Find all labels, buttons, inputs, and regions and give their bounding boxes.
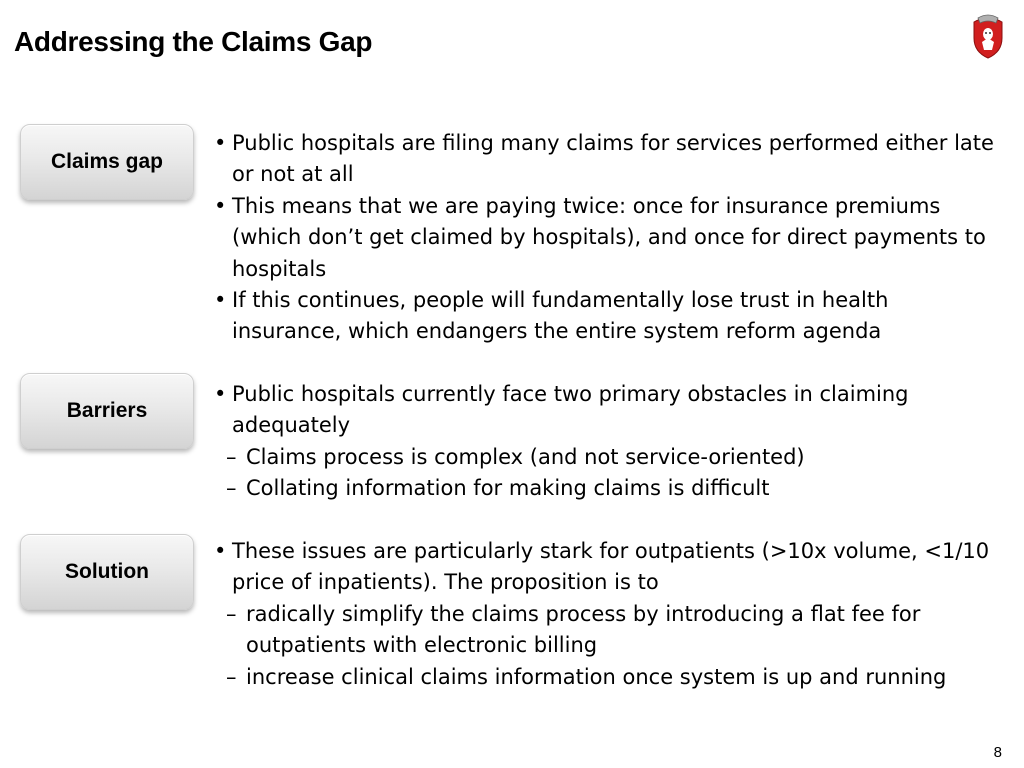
emblem-icon — [968, 12, 1008, 60]
sub-bullet-item: – increase clinical claims information once system is up and running — [214, 662, 1004, 693]
bullet-dot-icon: • — [214, 288, 227, 313]
dash-icon: – — [226, 476, 237, 501]
section-bullets-solution — [214, 536, 1004, 693]
section-bullets-barriers — [214, 379, 1004, 505]
sub-bullet-item: – Collating information for making claims is difficult — [214, 473, 1004, 504]
bullet-dot-icon: • — [214, 539, 227, 563]
bullet-dot-icon: • — [214, 131, 227, 155]
dash-icon: – — [226, 664, 237, 689]
bullet-dot-icon: • — [214, 193, 227, 218]
sub-bullet-item: – radically simplify the claims process by introducing a flat fee for outpatients with electronic billing — [214, 599, 1004, 662]
section-bullets-claims-gap — [214, 128, 1004, 348]
section-label-solution: Solution — [20, 534, 194, 610]
bullet-item: • Public hospitals are filing many claims for services performed either late or not at all — [214, 128, 1004, 191]
dash-icon: – — [226, 444, 237, 469]
bullet-dot-icon: • — [214, 382, 227, 406]
bullet-item: • Public hospitals currently face two primary obstacles in claiming adequately — [214, 379, 1004, 442]
bullet-item: • This means that we are paying twice: once for insurance premiums (which don’t get claimed by hospitals), and once for direct payments to hospitals — [214, 191, 1004, 285]
page-title: Addressing the Claims Gap — [14, 26, 373, 57]
bullet-item: • These issues are particularly stark for outpatients (>10x volume, <1/10 price of inpatients). The proposition is to — [214, 536, 1004, 599]
dash-icon: – — [226, 601, 237, 626]
bullet-item: • If this continues, people will fundamentally lose trust in health insurance, which endangers the entire system reform agenda — [214, 285, 1004, 348]
section-label-claims-gap: Claims gap — [20, 124, 194, 200]
section-label-barriers: Barriers — [20, 373, 194, 449]
sub-bullet-item: – Claims process is complex (and not service-oriented) — [214, 442, 1004, 473]
page-number: 8 — [993, 744, 1002, 761]
